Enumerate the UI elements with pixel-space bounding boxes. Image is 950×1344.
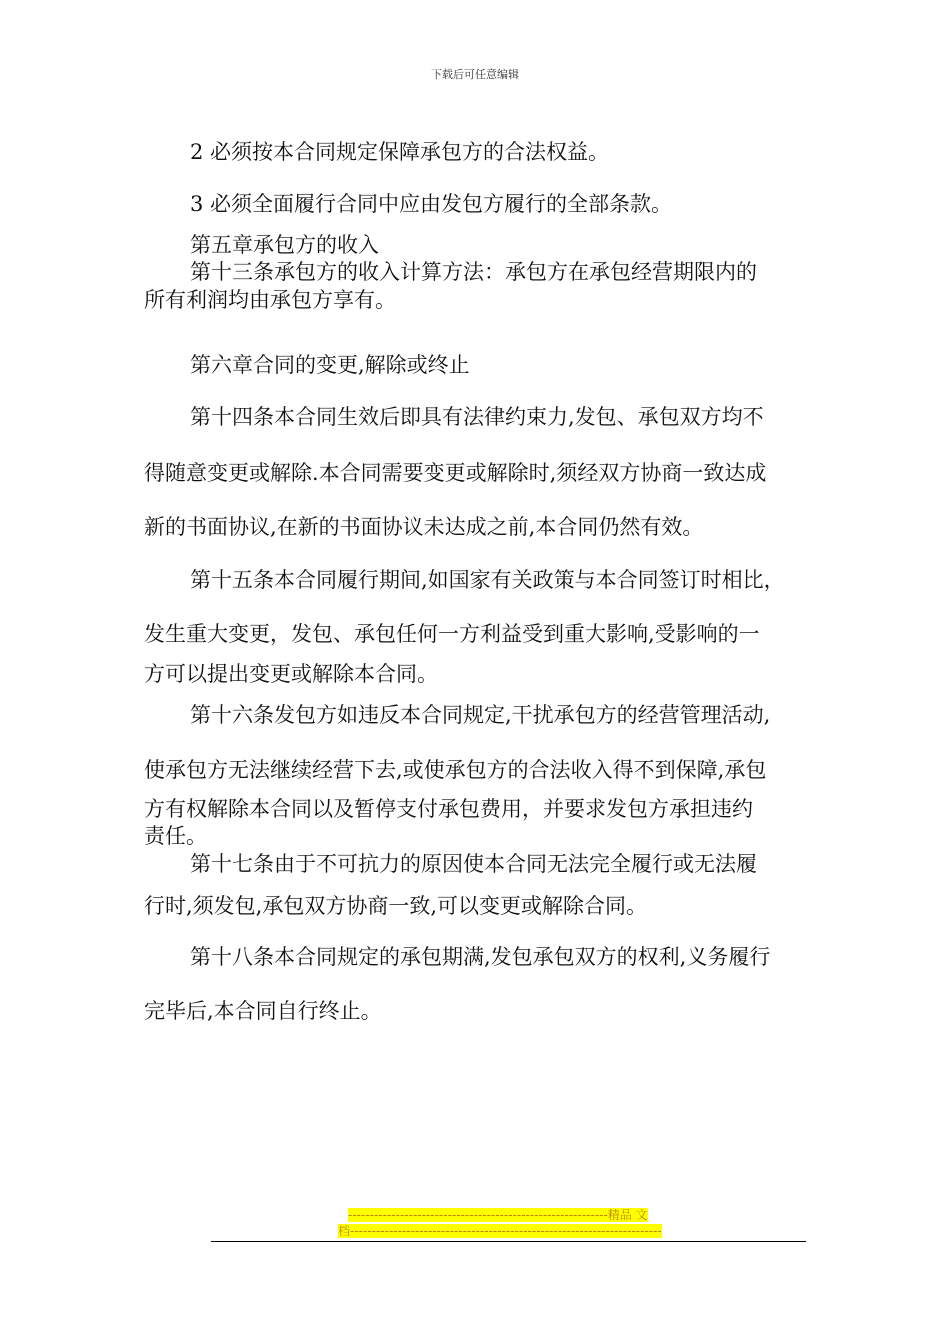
chapter-heading: 第五章承包方的收入 — [190, 233, 379, 257]
clause-line: 行时,须发包,承包双方协商一致,可以变更或解除合同。 — [144, 894, 648, 918]
clause-line: 所有利润均由承包方享有。 — [144, 288, 396, 312]
clause-line: 方有权解除本合同以及暂停支付承包费用，并要求发包方承担违约 — [144, 797, 753, 821]
clause-line: 完毕后,本合同自行终止。 — [144, 999, 382, 1023]
clause-line: 新的书面协议,在新的书面协议未达成之前,本合同仍然有效。 — [144, 515, 704, 539]
clause-line: 责任。 — [144, 824, 207, 848]
clause-line: 第十六条发包方如违反本合同规定,干扰承包方的经营管理活动, — [190, 703, 771, 727]
clause-line: 方可以提出变更或解除本合同。 — [144, 662, 438, 686]
clause-line: 第十四条本合同生效后即具有法律约束力,发包、承包双方均不 — [190, 405, 764, 429]
footer-rule — [211, 1241, 806, 1242]
footer-watermark — [338, 1207, 682, 1239]
clause-line: 第十五条本合同履行期间,如国家有关政策与本合同签订时相比， — [190, 568, 785, 592]
clause-line: 2 必须按本合同规定保障承包方的合法权益。 — [190, 140, 610, 164]
clause-line: 发生重大变更，发包、承包任何一方利益受到重大影响,受影响的一 — [144, 622, 760, 646]
clause-line: 第十七条由于不可抗力的原因使本合同无法完全履行或无法履 — [190, 852, 757, 876]
page-header: 下载后可任意编辑 — [431, 68, 519, 81]
clause-line: 第十八条本合同规定的承包期满,发包承包双方的权利,义务履行 — [190, 945, 771, 969]
footer-watermark-line-1: ------------------------------------------------------------精品 文 — [348, 1208, 648, 1222]
clause-line: 得随意变更或解除.本合同需要变更或解除时,须经双方协商一致达成 — [144, 461, 767, 485]
clause-line: 3 必须全面履行合同中应由发包方履行的全部条款。 — [190, 192, 673, 216]
footer-watermark-line-2: 档------------------------------------------------------------------------ — [338, 1224, 662, 1238]
chapter-heading: 第六章合同的变更,解除或终止 — [190, 353, 470, 377]
clause-line: 使承包方无法继续经营下去,或使承包方的合法收入得不到保障,承包 — [144, 758, 767, 782]
clause-line: 第十三条承包方的收入计算方法：承包方在承包经营期限内的 — [190, 260, 757, 284]
